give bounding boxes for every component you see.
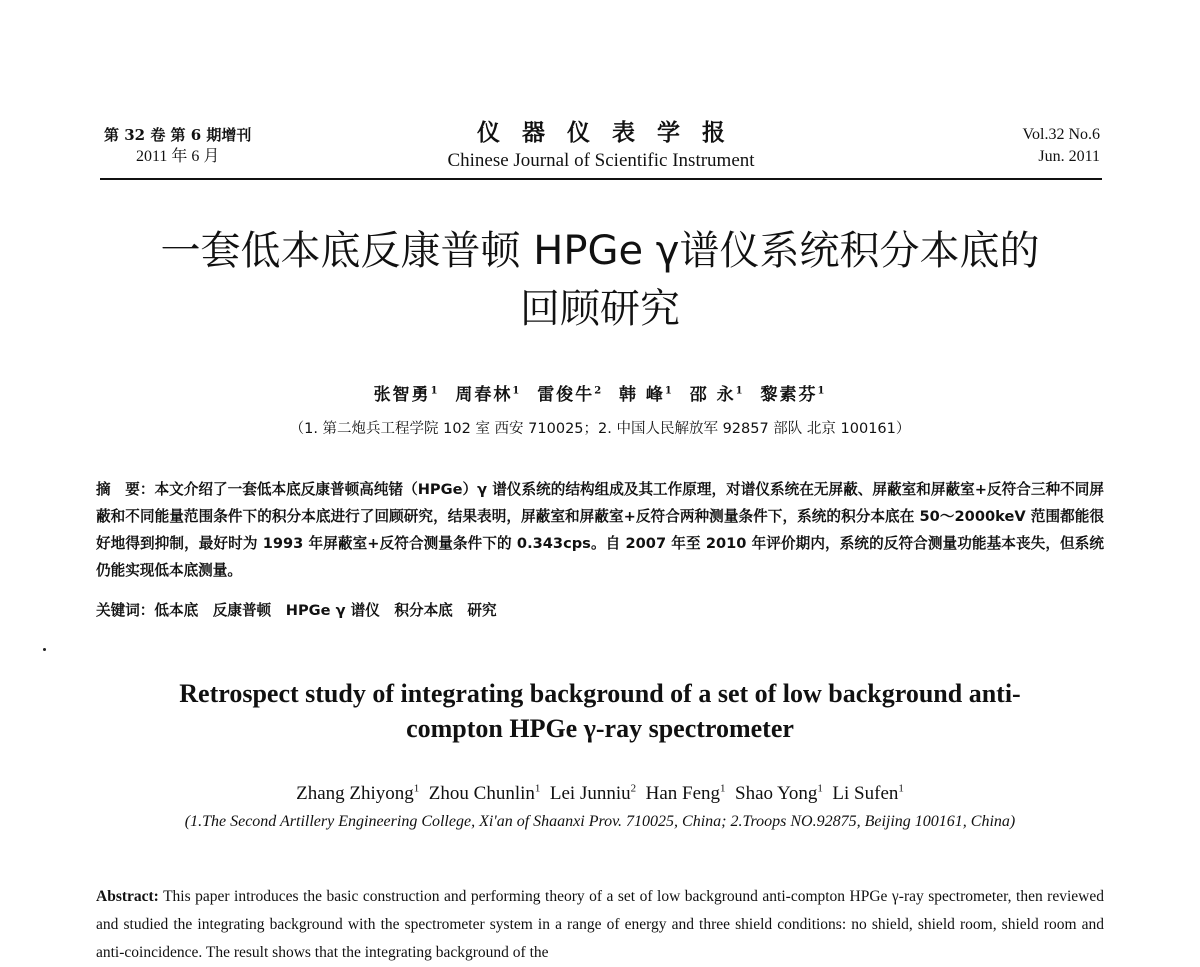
stray-dot bbox=[43, 648, 46, 651]
author-cn: 张智勇$^1$ bbox=[373, 385, 440, 405]
author-en: Li Sufen$^1$ bbox=[832, 783, 904, 805]
chinese-affiliation: （1. 第二炮兵工程学院 102 室 西安 710025；2. 中国人民解放军 92857 部队 北京 100161） bbox=[289, 421, 911, 437]
chinese-keywords bbox=[96, 599, 1104, 620]
author-en: Shao Yong$^1$ bbox=[735, 783, 823, 805]
date-en: Jun. 2011 bbox=[1038, 148, 1100, 165]
english-title-line-1: Retrospect study of integrating background of a set of low background anti- bbox=[179, 679, 1021, 708]
chinese-title-line-2: 回顾研究 bbox=[520, 286, 680, 332]
author-cn: 雷俊牛$^2$ bbox=[537, 385, 604, 405]
english-abstract bbox=[96, 883, 1104, 967]
chinese-authors bbox=[0, 380, 1200, 405]
author-cn: 韩 峰$^1$ bbox=[619, 385, 674, 405]
author-cn: 黎素芬$^1$ bbox=[760, 385, 827, 405]
english-abstract-text: This paper introduces the basic construction and performing theory of a set of low background anti-compton HPGe γ-ray spectrometer, then reviewed and studied the integrating background with the spectrometer system in a range of energy and three shield conditions: no shield, shield room, shield room and anti-coincidence. The result shows that the integrating background of the bbox=[96, 888, 1104, 961]
english-affiliation: (1.The Second Artillery Engineering College, Xi'an of Shaanxi Prov. 710025, China; 2.Troops NO.92875, Beijing 100161, China) bbox=[184, 813, 1016, 830]
author-en: Zhou Chunlin$^1$ bbox=[428, 783, 541, 805]
english-abstract-label: Abstract: bbox=[96, 888, 159, 905]
header-right bbox=[1023, 124, 1101, 168]
header-center bbox=[100, 118, 1102, 174]
journal-header bbox=[100, 118, 1102, 180]
chinese-title bbox=[60, 222, 1140, 338]
chinese-keywords-text: 低本底 反康普顿 HPGe γ 谱仪 积分本底 研究 bbox=[154, 602, 497, 619]
date-cn: 2011 年 6 月 bbox=[136, 148, 220, 165]
volume-issue-en: Vol.32 No.6 bbox=[1022, 126, 1100, 143]
author-en: Han Feng$^1$ bbox=[645, 783, 726, 805]
english-authors bbox=[0, 783, 1200, 805]
chinese-abstract bbox=[96, 476, 1104, 584]
journal-name-cn: 仪器仪表学报 bbox=[477, 119, 747, 146]
english-title bbox=[100, 676, 1100, 746]
chinese-title-line-1: 一套低本底反康普顿 HPGe γ谱仪系统积分本底的 bbox=[160, 228, 1040, 274]
volume-issue-cn: 第 32 卷 第 6 期增刊 bbox=[104, 126, 252, 144]
author-cn: 邵 永$^1$ bbox=[689, 385, 745, 405]
chinese-abstract-label: 摘 要： bbox=[96, 481, 155, 498]
chinese-keywords-label: 关键词： bbox=[96, 602, 155, 619]
author-en: Zhang Zhiyong$^1$ bbox=[296, 783, 420, 805]
journal-name-en: Chinese Journal of Scientific Instrument bbox=[447, 150, 755, 171]
chinese-abstract-text: 本文介绍了一套低本底反康普顿高纯锗（HPGe）γ 谱仪系统的结构组成及其工作原理，对谱仪系统在无屏蔽、屏蔽室和屏蔽室+反符合三种不同屏蔽和不同能量范围条件下的积分本底进行了回顾研究，结果表明，屏蔽室和屏蔽室+反符合两种测量条件下，系统的积分本底在 50～2000keV 范围都能很好地得到抑制，最好时为 1993 年屏蔽室+反符合测量条件下的 0.343cps。自 2007 年至 2010 年评价期内，系统的反符合测量功能基本丧失，但系统仍能实现低本底测量。 bbox=[96, 481, 1104, 579]
author-en: Lei Junniu$^2$ bbox=[549, 783, 637, 805]
author-cn: 周春林$^1$ bbox=[455, 385, 522, 405]
english-title-line-2: compton HPGe γ-ray spectrometer bbox=[406, 714, 794, 743]
